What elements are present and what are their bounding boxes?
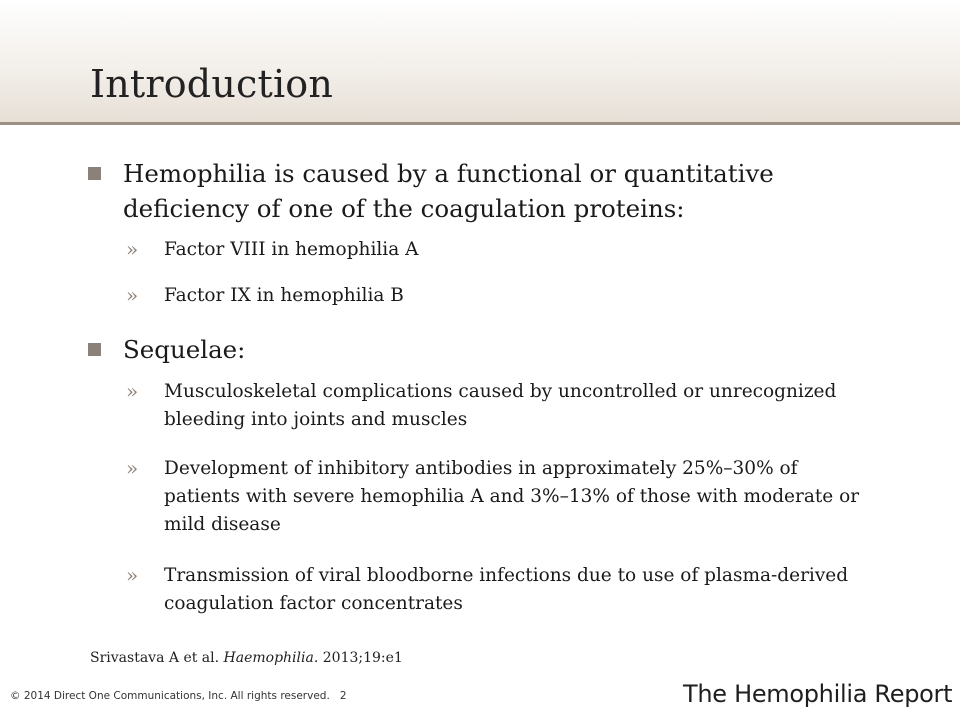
slide-title: Introduction [90,62,334,106]
sub-bullet-text: Musculoskeletal complications caused by uncontrolled or unrecognized bleeding into joints and muscles [164,381,837,430]
chevron-bullet-icon: » [126,283,139,307]
sub-bullet-text: Factor IX in hemophilia B [164,285,404,306]
sub-bullet-text: Transmission of viral bloodborne infections due to use of plasma-derived coagulation factor concentrates [164,565,849,614]
brand-logo: The Hemophilia Report [683,680,953,708]
chevron-bullet-icon: » [126,563,139,587]
chevron-bullet-icon: » [126,456,139,480]
citation-ref: 2013;19:e1 [322,650,403,666]
chevron-bullet-icon: » [126,237,139,261]
chevron-bullet-icon: » [126,379,139,403]
citation-journal: Haemophilia. [223,650,319,666]
footer-copyright [10,690,347,702]
bullet-text: Sequelae: [123,335,246,364]
sub-bullet-text: Development of inhibitory antibodies in approximately 25%–30% of patients with severe hemophilia A and 3%–13% of those with moderate or mild disease [164,458,860,535]
bullet-text: Hemophilia is caused by a functional or quantitative deficiency of one of the coagulation proteins: [123,159,774,223]
citation [90,650,403,666]
square-bullet-icon [88,167,101,180]
square-bullet-icon [88,343,101,356]
copyright-text: © 2014 Direct One Communications, Inc. All rights reserved. [10,690,330,702]
sub-bullet-text: Factor VIII in hemophilia A [164,239,419,260]
page-number: 2 [339,690,347,702]
title-divider [0,122,960,125]
citation-authors: Srivastava A et al. [90,650,220,666]
